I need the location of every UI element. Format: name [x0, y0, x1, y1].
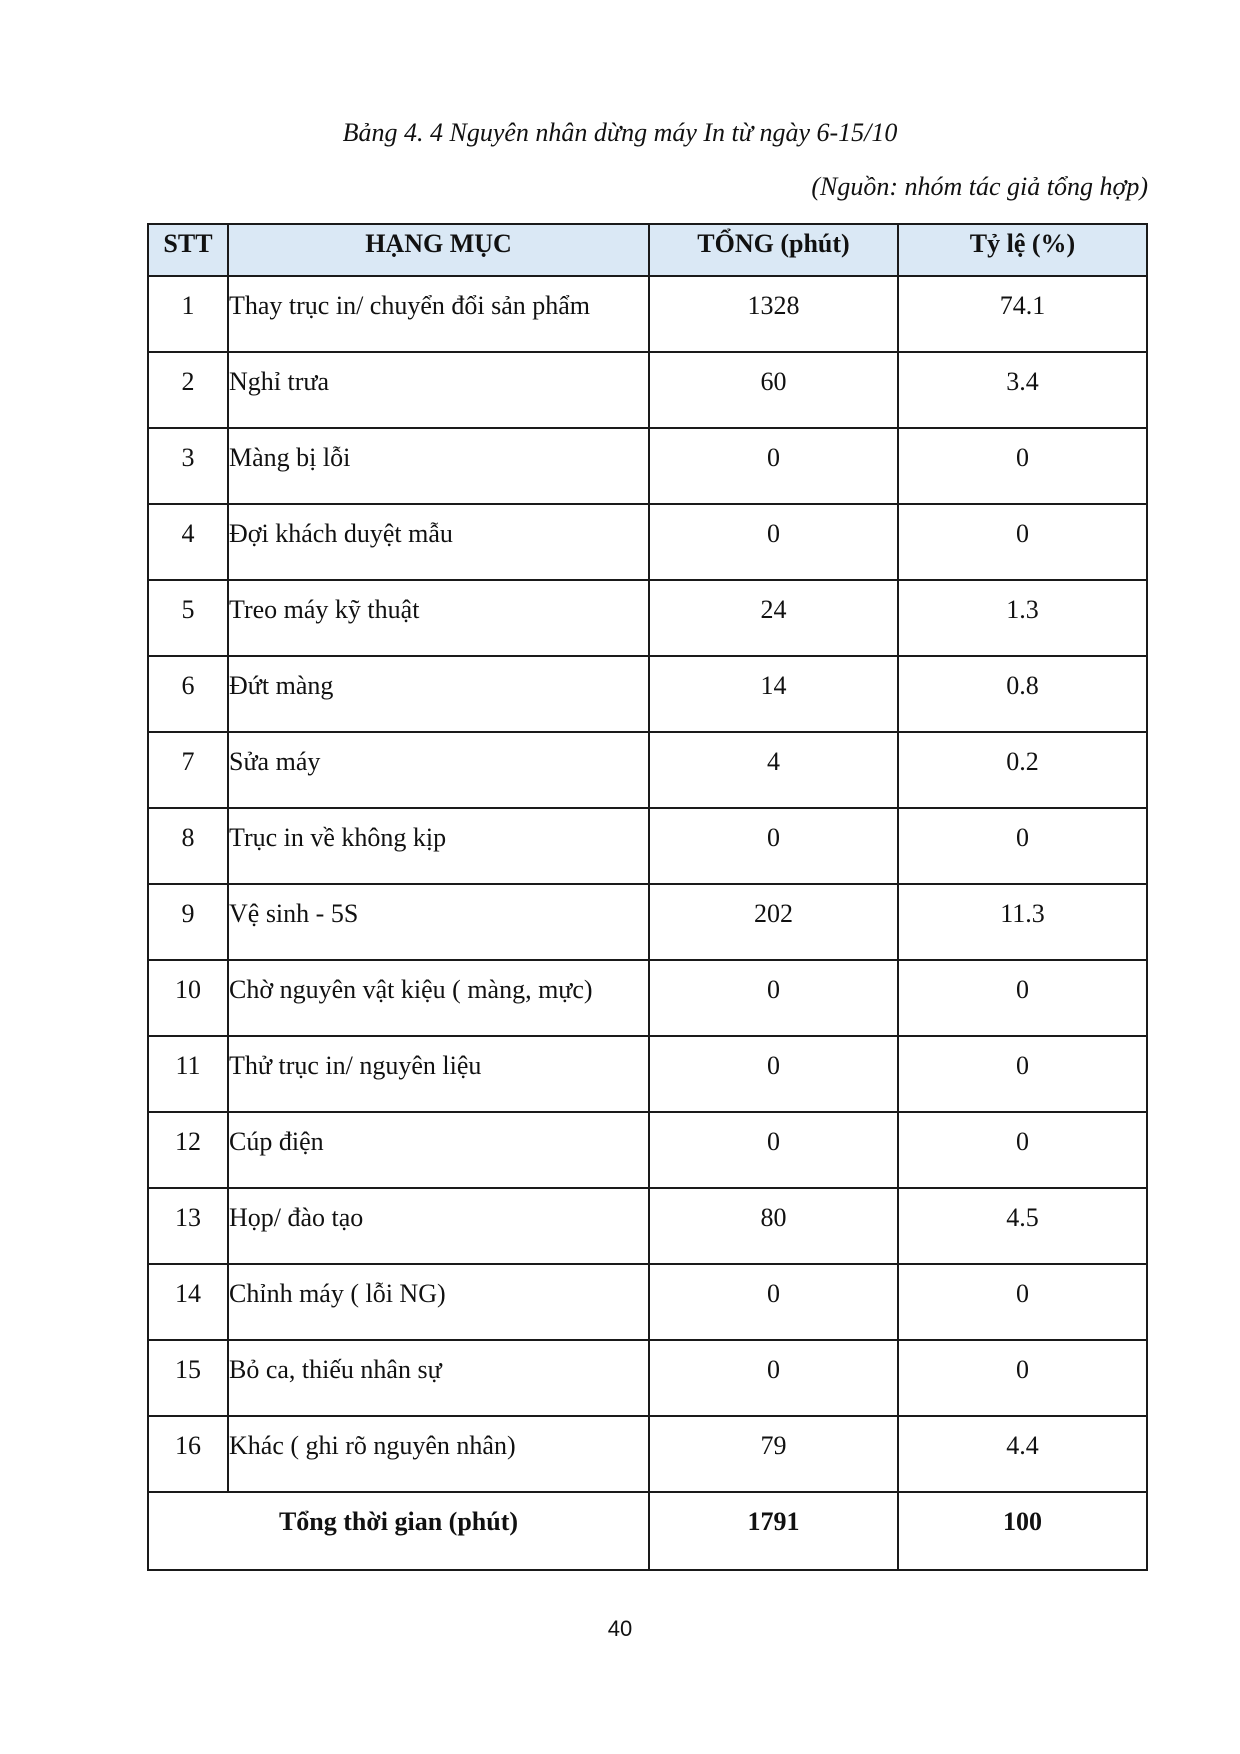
- page-number: 40: [607, 1616, 633, 1641]
- row-stt: 7: [148, 732, 228, 808]
- total-minutes: 1791: [649, 1492, 898, 1570]
- row-item: Họp/ đào tạo: [228, 1188, 649, 1264]
- row-stt: 4: [148, 504, 228, 580]
- row-item: Chỉnh máy ( lỗi NG): [228, 1264, 649, 1340]
- row-stt: 10: [148, 960, 228, 1036]
- row-stt: 16: [148, 1416, 228, 1492]
- table-row: [148, 1416, 1147, 1492]
- row-total: 0: [649, 960, 898, 1036]
- row-item: Đứt màng: [228, 656, 649, 732]
- row-ratio: 0: [898, 808, 1147, 884]
- row-stt: 11: [148, 1036, 228, 1112]
- row-stt: 13: [148, 1188, 228, 1264]
- row-total: 0: [649, 808, 898, 884]
- row-item: Nghỉ trưa: [228, 352, 649, 428]
- table-source-note: (Nguồn: nhóm tác giả tổng hợp): [811, 172, 1148, 201]
- row-ratio: 4.4: [898, 1416, 1147, 1492]
- row-item: Thử trục in/ nguyên liệu: [228, 1036, 649, 1112]
- row-item: Khác ( ghi rõ nguyên nhân): [228, 1416, 649, 1492]
- table-total-row: [148, 1492, 1147, 1570]
- row-total: 80: [649, 1188, 898, 1264]
- table-row: [148, 808, 1147, 884]
- table-row: [148, 1264, 1147, 1340]
- header-ratio: Tỷ lệ (%): [898, 224, 1147, 276]
- row-total: 0: [649, 1340, 898, 1416]
- row-ratio: 0: [898, 960, 1147, 1036]
- row-ratio: 0: [898, 1112, 1147, 1188]
- table-row: [148, 884, 1147, 960]
- row-ratio: 0: [898, 1264, 1147, 1340]
- row-stt: 6: [148, 656, 228, 732]
- row-total: 14: [649, 656, 898, 732]
- row-ratio: 3.4: [898, 352, 1147, 428]
- row-ratio: 0: [898, 1036, 1147, 1112]
- row-stt: 2: [148, 352, 228, 428]
- row-ratio: 4.5: [898, 1188, 1147, 1264]
- row-item: Trục in về không kịp: [228, 808, 649, 884]
- row-stt: 9: [148, 884, 228, 960]
- table-row: [148, 1036, 1147, 1112]
- table-row: [148, 960, 1147, 1036]
- row-total: 0: [649, 1036, 898, 1112]
- table-row: [148, 504, 1147, 580]
- table-row: [148, 352, 1147, 428]
- total-label: Tổng thời gian (phút): [148, 1492, 649, 1570]
- row-stt: 1: [148, 276, 228, 352]
- row-item: Vệ sinh - 5S: [228, 884, 649, 960]
- table-row: [148, 732, 1147, 808]
- row-ratio: 0: [898, 504, 1147, 580]
- row-item: Cúp điện: [228, 1112, 649, 1188]
- row-ratio: 0: [898, 428, 1147, 504]
- row-total: 202: [649, 884, 898, 960]
- row-total: 0: [649, 428, 898, 504]
- header-item: HẠNG MỤC: [228, 224, 649, 276]
- row-stt: 5: [148, 580, 228, 656]
- table-header-row: [148, 224, 1147, 276]
- row-item: Treo máy kỹ thuật: [228, 580, 649, 656]
- row-total: 1328: [649, 276, 898, 352]
- table-row: [148, 1188, 1147, 1264]
- row-total: 4: [649, 732, 898, 808]
- row-total: 24: [649, 580, 898, 656]
- row-item: Chờ nguyên vật kiệu ( màng, mực): [228, 960, 649, 1036]
- row-item: Màng bị lỗi: [228, 428, 649, 504]
- row-ratio: 11.3: [898, 884, 1147, 960]
- table-row: [148, 428, 1147, 504]
- row-ratio: 74.1: [898, 276, 1147, 352]
- table-row: [148, 1340, 1147, 1416]
- row-stt: 15: [148, 1340, 228, 1416]
- table-row: [148, 580, 1147, 656]
- row-total: 60: [649, 352, 898, 428]
- table-body: [148, 276, 1147, 1492]
- row-item: Sửa máy: [228, 732, 649, 808]
- header-total: TỔNG (phút): [649, 224, 898, 276]
- header-stt: STT: [148, 224, 228, 276]
- table-row: [148, 656, 1147, 732]
- total-ratio: 100: [898, 1492, 1147, 1570]
- row-total: 0: [649, 1264, 898, 1340]
- row-total: 0: [649, 1112, 898, 1188]
- row-stt: 8: [148, 808, 228, 884]
- row-item: Thay trục in/ chuyển đổi sản phẩm: [228, 276, 649, 352]
- row-ratio: 0.8: [898, 656, 1147, 732]
- table-row: [148, 276, 1147, 352]
- row-stt: 12: [148, 1112, 228, 1188]
- row-item: Bỏ ca, thiếu nhân sự: [228, 1340, 649, 1416]
- table-row: [148, 1112, 1147, 1188]
- downtime-table: [147, 223, 1148, 1571]
- row-total: 79: [649, 1416, 898, 1492]
- row-total: 0: [649, 504, 898, 580]
- row-item: Đợi khách duyệt mẫu: [228, 504, 649, 580]
- row-stt: 3: [148, 428, 228, 504]
- row-stt: 14: [148, 1264, 228, 1340]
- table-caption: Bảng 4. 4 Nguyên nhân dừng máy In từ ngày 6-15/10: [342, 118, 898, 147]
- row-ratio: 0: [898, 1340, 1147, 1416]
- row-ratio: 0.2: [898, 732, 1147, 808]
- row-ratio: 1.3: [898, 580, 1147, 656]
